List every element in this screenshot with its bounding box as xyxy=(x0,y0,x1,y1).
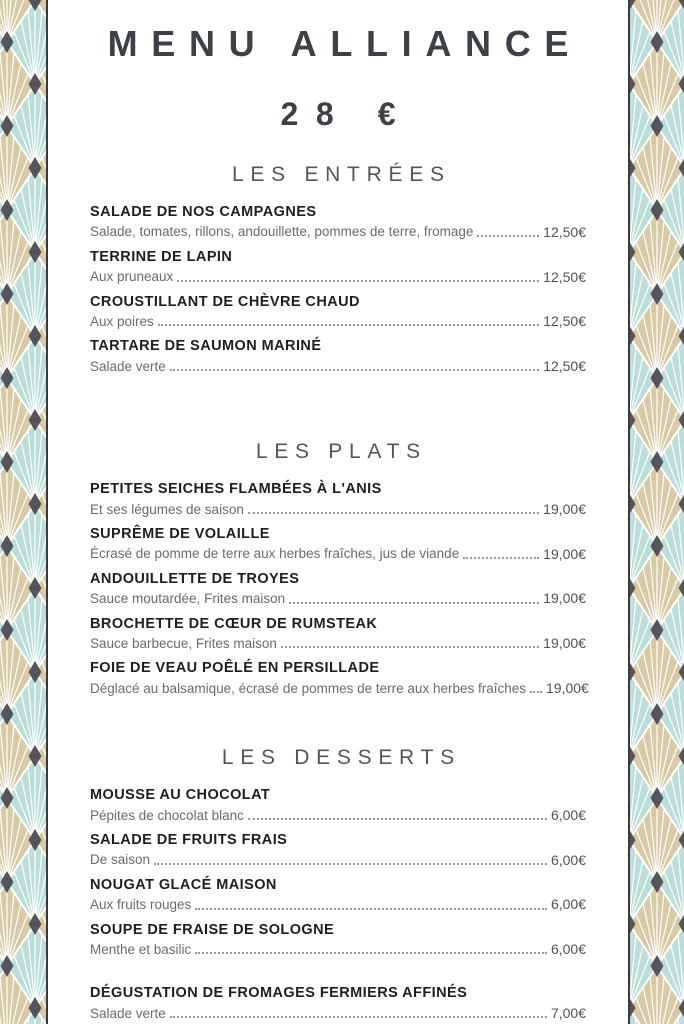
menu-section xyxy=(90,984,586,1022)
section-items xyxy=(90,480,589,697)
section-items xyxy=(90,786,586,958)
menu-item-name: SOUPE DE FRAISE DE SOLOGNE xyxy=(90,921,335,938)
menu-item-name: BROCHETTE DE CŒUR DE RUMSTEAK xyxy=(90,615,378,632)
menu-item-price: 19,00€ xyxy=(543,635,586,652)
menu-item-name: TARTARE DE SAUMON MARINÉ xyxy=(90,338,322,355)
menu-item-line xyxy=(90,589,586,607)
menu-item-price: 6,00€ xyxy=(550,851,586,868)
menu-item-description: Salade verte xyxy=(90,1005,166,1021)
dotted-leader xyxy=(248,818,547,820)
menu-item-line xyxy=(90,806,586,824)
menu-section xyxy=(90,745,586,958)
menu-item-name: FOIE DE VEAU POÊLÉ EN PERSILLADE xyxy=(90,660,380,677)
menu-item-line xyxy=(90,940,586,958)
menu-item-line xyxy=(90,357,586,375)
menu-item-line xyxy=(90,634,586,652)
menu-item-line xyxy=(90,268,586,286)
menu-item-price: 12,50€ xyxy=(543,268,586,285)
menu-item-name: CROUSTILLANT DE CHÈVRE CHAUD xyxy=(90,293,360,310)
menu-item-description: Déglacé au balsamique, écrasé de pommes de terre aux herbes fraîches xyxy=(90,680,526,696)
menu-item-description: Aux poires xyxy=(90,313,154,329)
menu-item-name: MOUSSE AU CHOCOLAT xyxy=(90,787,271,804)
menu-item-description: Écrasé de pomme de terre aux herbes fraîches, jus de viande xyxy=(90,546,460,562)
section-heading: LES PLATS xyxy=(255,440,427,464)
menu-item-description: De saison xyxy=(90,852,151,868)
dotted-leader xyxy=(177,280,539,282)
menu-item xyxy=(90,831,586,869)
menu-item-price: 7,00€ xyxy=(550,1004,586,1021)
menu-item-line xyxy=(90,851,586,869)
menu-item-name: NOUGAT GLACÉ MAISON xyxy=(90,876,277,893)
menu-item xyxy=(90,876,586,914)
menu-fixed-price: 28 € xyxy=(280,96,414,132)
menu-item xyxy=(90,921,586,959)
menu-section xyxy=(90,439,589,697)
menu-item xyxy=(90,248,586,286)
menu-item xyxy=(90,525,586,563)
menu-item-name: TERRINE DE LAPIN xyxy=(90,248,233,265)
menu-item-description: Pépites de chocolat blanc xyxy=(90,807,244,823)
card-frame-line-right xyxy=(628,0,630,1024)
menu-item-description: Sauce moutardée, Frites maison xyxy=(90,591,286,607)
menu-item-line xyxy=(90,545,586,563)
menu-item xyxy=(90,480,586,518)
menu-item-name: PETITES SEICHES FLAMBÉES À L'ANIS xyxy=(90,481,382,498)
section-items xyxy=(90,203,586,375)
menu-item xyxy=(90,786,586,824)
dotted-leader xyxy=(154,863,547,865)
dotted-leader xyxy=(289,602,539,604)
menu-item xyxy=(90,203,586,241)
menu-item-price: 12,50€ xyxy=(543,358,586,374)
menu-item-price: 19,00€ xyxy=(546,679,589,696)
menu-item-line xyxy=(90,500,586,518)
menu-item-price: 6,00€ xyxy=(550,806,586,823)
dotted-leader xyxy=(477,235,539,237)
menu-item-price: 19,00€ xyxy=(543,590,586,607)
art-deco-border-left xyxy=(0,0,46,1024)
menu-item-description: Et ses légumes de saison xyxy=(90,501,244,517)
page-title: MENU ALLIANCE xyxy=(107,23,583,64)
dotted-leader xyxy=(195,952,547,954)
menu-item-line xyxy=(90,895,586,913)
section-items xyxy=(90,984,586,1022)
menu-item xyxy=(90,570,586,608)
menu-item-name: ANDOUILLETTE DE TROYES xyxy=(90,570,300,587)
menu-item-line xyxy=(90,1004,586,1022)
dotted-leader xyxy=(170,1016,547,1018)
menu-item xyxy=(90,337,586,375)
menu-item-line xyxy=(90,312,586,330)
menu-item-line xyxy=(90,679,589,697)
dotted-leader xyxy=(463,557,539,559)
menu-item-name: DÉGUSTATION DE FROMAGES FERMIERS AFFINÉS xyxy=(90,985,468,1002)
menu-item-price: 19,00€ xyxy=(543,500,586,517)
menu-item-price: 19,00€ xyxy=(543,545,586,562)
menu-item-description: Aux pruneaux xyxy=(90,269,174,285)
menu-sections xyxy=(90,162,589,1022)
menu-item-name: SALADE DE FRUITS FRAIS xyxy=(90,832,288,849)
section-heading: LES DESSERTS xyxy=(221,746,461,770)
menu-item xyxy=(90,615,586,653)
dotted-leader xyxy=(281,646,539,648)
section-heading: LES ENTRÉES xyxy=(232,163,451,186)
menu-item-description: Salade verte xyxy=(90,358,166,374)
menu-item-name: SUPRÊME DE VOLAILLE xyxy=(90,526,270,543)
dotted-leader xyxy=(195,908,547,910)
menu-item-line xyxy=(90,223,586,241)
menu-item-price: 6,00€ xyxy=(550,896,586,913)
menu-item-price: 6,00€ xyxy=(550,941,586,958)
dotted-leader xyxy=(530,691,542,693)
menu-item-description: Aux fruits rouges xyxy=(90,897,192,913)
dotted-leader xyxy=(170,369,539,371)
menu-item-description: Salade, tomates, rillons, andouillette, pommes de terre, fromage xyxy=(90,224,474,240)
menu-content xyxy=(48,0,628,1024)
dotted-leader xyxy=(158,324,539,326)
menu-item-description: Menthe et basilic xyxy=(90,941,192,957)
menu-section xyxy=(90,162,586,375)
dotted-leader xyxy=(248,512,539,514)
menu-item-price: 12,50€ xyxy=(543,313,586,330)
menu-item-description: Sauce barbecue, Frites maison xyxy=(90,635,277,651)
menu-item xyxy=(90,659,589,697)
menu-item xyxy=(90,984,586,1022)
menu-item-price: 12,50€ xyxy=(543,223,586,240)
art-deco-border-right xyxy=(630,0,684,1024)
menu-item xyxy=(90,293,586,331)
menu-item-name: SALADE DE NOS CAMPAGNES xyxy=(90,204,317,221)
